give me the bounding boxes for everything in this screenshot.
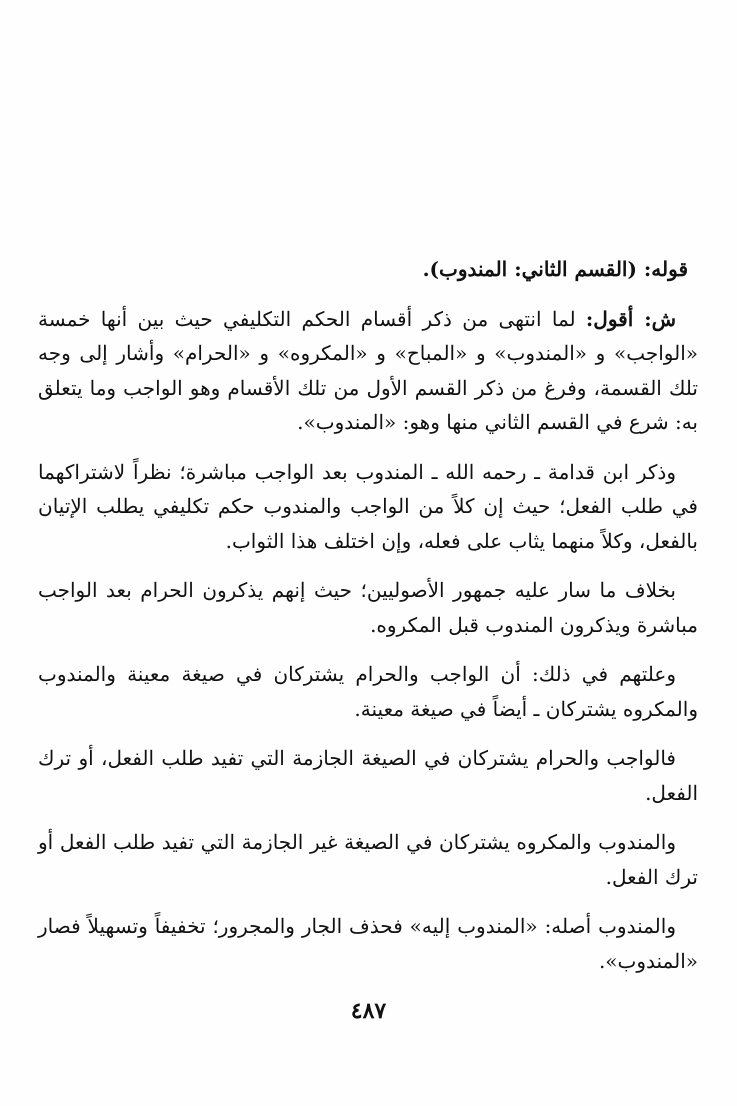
paragraph-text: فالواجب والحرام يشتركان في الصيغة الجازمة التي تفيد طلب الفعل، أو ترك الفعل. xyxy=(38,746,698,805)
body-text xyxy=(38,252,698,993)
paragraph-6 xyxy=(38,825,698,894)
paragraph-text: والمندوب أصله: «المندوب إليه» فحذف الجار والمجرور؛ تخفيفاً وتسهيلاً فصار «المندوب». xyxy=(38,914,698,973)
paragraph-lead: ش: أقول: xyxy=(585,306,676,331)
paragraph-text: والمندوب والمكروه يشتركان في الصيغة غير الجازمة التي تفيد طلب الفعل أو ترك الفعل. xyxy=(38,830,698,889)
section-heading: قوله: (القسم الثاني: المندوب). xyxy=(422,257,688,281)
paragraph-7 xyxy=(38,909,698,978)
paragraph-5 xyxy=(38,741,698,810)
paragraph-text: بخلاف ما سار عليه جمهور الأصوليين؛ حيث إنهم يذكرون الحرام بعد الواجب مباشرة ويذكرون المندوب قبل المكروه. xyxy=(38,578,698,637)
paragraph-4 xyxy=(38,657,698,726)
paragraph-text: لما انتهى من ذكر أقسام الحكم التكليفي حيث بين أنها خمسة «الواجب» و «المندوب» و «المباح» و «المكروه» و «الحرام» وأشار إلى وجه تلك القسمة، وفرغ من ذكر القسم الأول من تلك الأقسام وهو الواجب وما يتعلق به: شرع في القسم الثاني منها وهو: «المندوب». xyxy=(38,306,698,434)
paragraph-2 xyxy=(38,455,698,559)
paragraph-1 xyxy=(38,302,698,440)
paragraph-text: وعلتهم في ذلك: أن الواجب والحرام يشتركان في صيغة معينة والمندوب والمكروه يشتركان ـ أيضاً في صيغة معينة. xyxy=(38,662,698,721)
page-number: ٤٨٧ xyxy=(350,998,387,1024)
paragraph-3 xyxy=(38,573,698,642)
paragraph-text: وذكر ابن قدامة ـ رحمه الله ـ المندوب بعد الواجب مباشرة؛ نظراً لاشتراكهما في طلب الفعل؛ حيث إن كلاً من الواجب والمندوب حكم تكليفي يطلب الإتيان بالفعل، وكلاً منهما يثاب على فعله، وإن اختلف هذا الثواب. xyxy=(38,459,698,553)
